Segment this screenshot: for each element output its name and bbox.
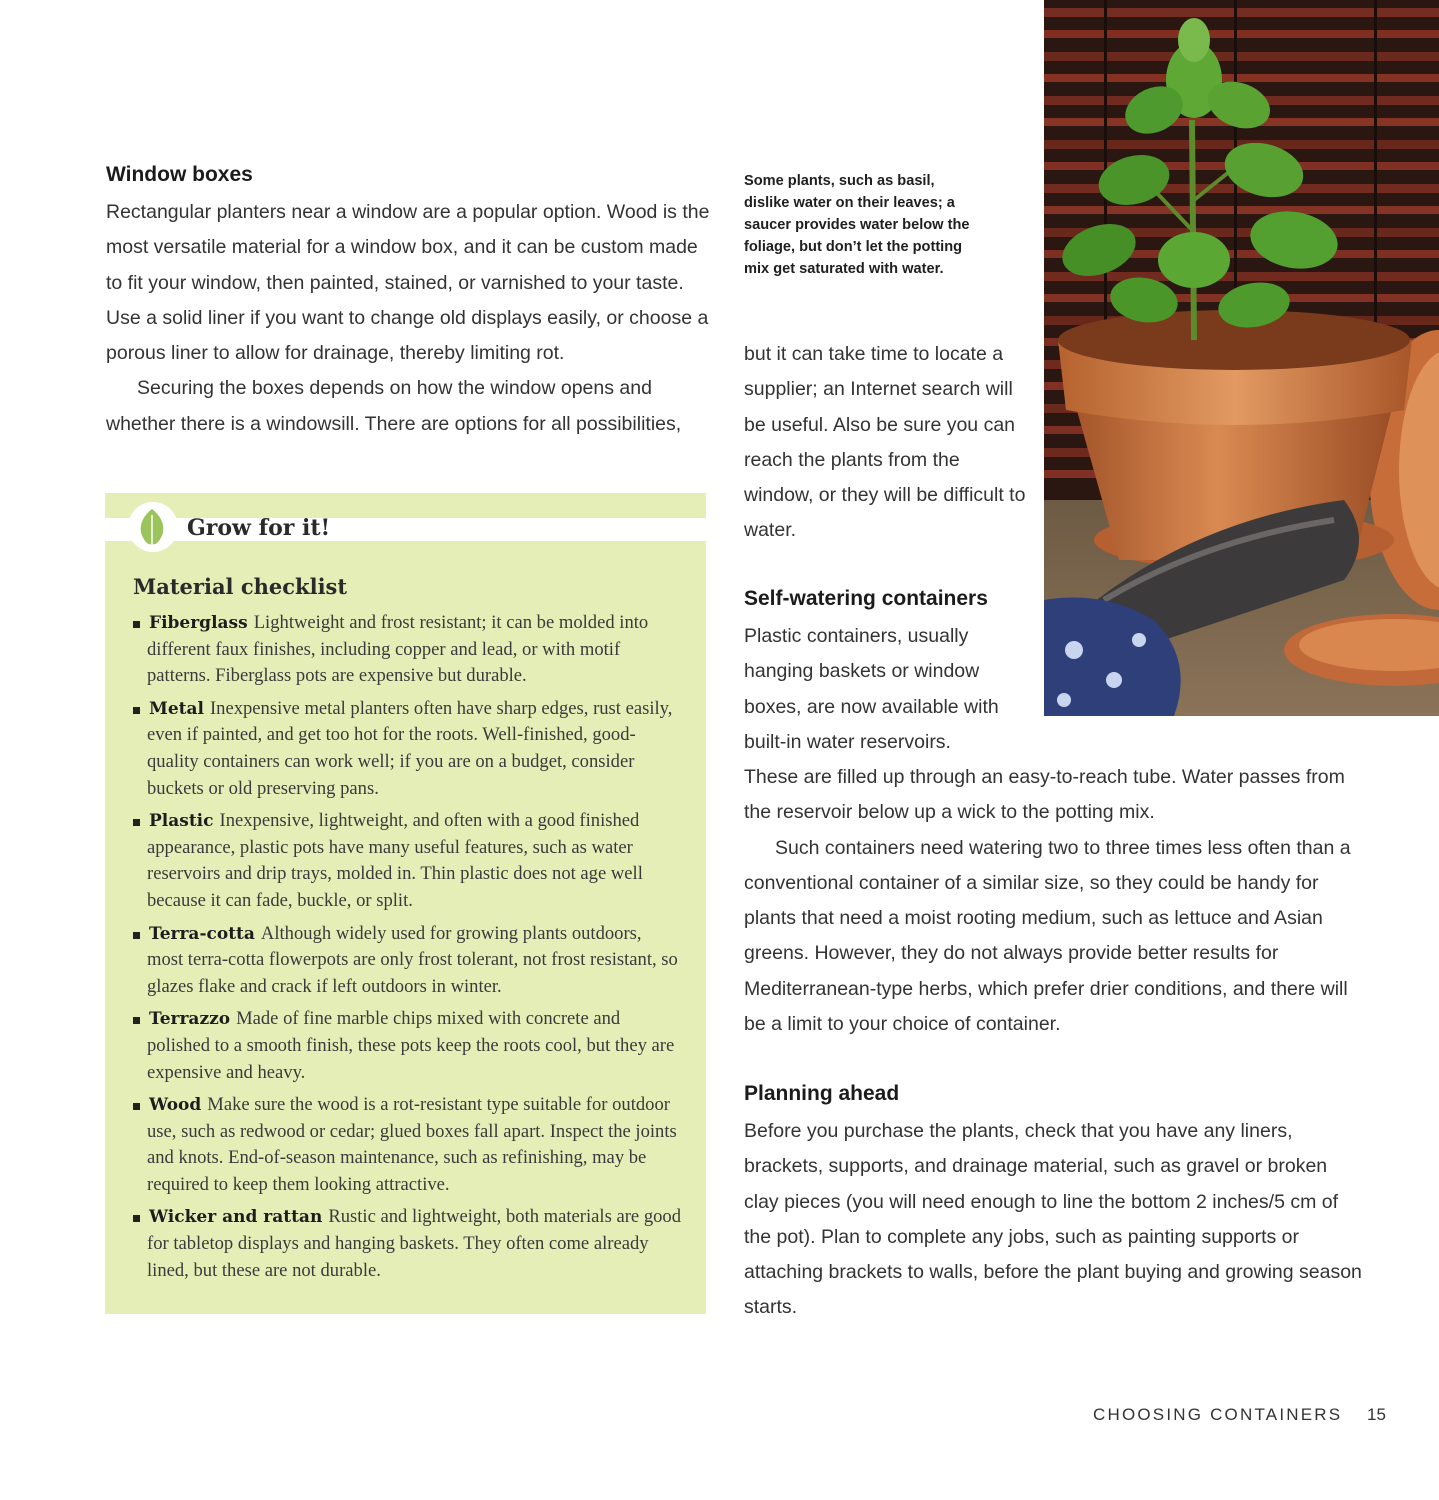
list-item — [133, 1204, 681, 1284]
footer-section-title: CHOOSING CONTAINERS — [1093, 1405, 1343, 1424]
window-boxes-body — [106, 195, 716, 442]
material-term: Metal — [149, 698, 204, 719]
grow-box-title: Grow for it! — [187, 515, 331, 541]
self-watering-paragraph-1: These are filled up through an easy-to-reach tube. Water passes from the reservoir below up a wick to the potting mix. — [744, 766, 1345, 824]
window-boxes-continued — [744, 337, 1034, 549]
window-boxes-heading: Window boxes — [106, 163, 253, 186]
material-description: Although widely used for growing plants outdoors, most terra-cotta flowerpots are only frost tolerant, not frost resistant, so glazes flake and crack if left outdoors in winter. — [147, 922, 678, 997]
list-item — [133, 696, 681, 802]
planning-ahead-text: Before you purchase the plants, check that you have any liners, brackets, supports, and drainage material, such as gravel or broken clay pieces (you will need enough to line the bottom 2 inches/5 cm of the pot). Plan to complete any jobs, such as painting supports or attaching brackets to walls, before the plant buying and growing season starts. — [744, 1120, 1362, 1319]
material-term: Terra-cotta — [149, 923, 255, 944]
list-item — [133, 610, 681, 690]
self-watering-paragraph-2: Such containers need watering two to three times less often than a conventional container of a similar size, so they could be handy for plants that need a moist rooting medium, such as lettuce and Asian greens. However, they do not always provide better results for Mediterranean-type herbs, which prefer drier conditions, and there will be a limit to your choice of container. — [744, 836, 1351, 1036]
material-term: Fiberglass — [149, 613, 248, 633]
list-item — [133, 921, 681, 1001]
window-boxes-continued-text: but it can take time to locate a supplier; an Internet search will be useful. Also be sure you can reach the plants from the window, or they will be difficult to water. — [744, 343, 1026, 542]
basil-pot-illustration — [1044, 0, 1439, 716]
window-boxes-paragraph-2: Securing the boxes depends on how the window opens and whether there is a windowsill. There are options for all possibilities, — [106, 377, 682, 435]
basil-pot-photo — [1044, 0, 1439, 716]
self-watering-heading: Self-watering containers — [744, 587, 988, 610]
page-number: 15 — [1367, 1405, 1386, 1424]
self-watering-wide — [744, 760, 1364, 1042]
material-description: Made of fine marble chips mixed with concrete and polished to a smooth finish, these pots keep the roots cool, but they are expensive and heavy. — [147, 1008, 675, 1083]
planning-ahead-heading: Planning ahead — [744, 1082, 900, 1105]
material-checklist — [133, 610, 681, 1290]
material-term: Terrazzo — [149, 1009, 231, 1030]
list-item — [133, 808, 681, 914]
material-term: Plastic — [149, 811, 214, 832]
material-description: Inexpensive metal planters often have sharp edges, rust easily, even if painted, and get too hot for the roots. Well-finished, good-quality containers can work well; if you are on a budget, consider buckets or old preserving pans. — [147, 697, 673, 799]
photo-caption: Some plants, such as basil, dislike water on their leaves; a saucer provides water below the foliage, but don’t let the potting mix get saturated with water. — [744, 173, 970, 277]
material-description: Rustic and lightweight, both materials are good for tabletop displays and hanging baskets. They often come already lined, but these are not durable. — [147, 1206, 682, 1281]
leaf-icon — [135, 507, 169, 547]
material-description: Lightweight and frost resistant; it can be molded into different faux finishes, including copper and lead, or with motif patterns. Fiberglass pots are expensive but durable. — [147, 612, 649, 687]
material-description: Inexpensive, lightweight, and often with a good finished appearance, plastic pots have many useful features, such as water reservoirs and drip trays, molded in. Thin plastic does not age well because it can fade, buckle, or split. — [147, 810, 643, 911]
self-watering-narrow-text: Plastic containers, usually hanging baskets or window boxes, are now available with built-in water reservoirs. — [744, 625, 999, 753]
window-boxes-paragraph-1: Rectangular planters near a window are a popular option. Wood is the most versatile material for a window box, and it can be custom made to fit your window, then painted, stained, or varnished to your taste. Use a solid liner if you want to change old displays easily, or choose a porous liner to allow for drainage, thereby limiting rot. — [106, 201, 710, 365]
material-checklist-heading: Material checklist — [133, 574, 348, 599]
list-item — [133, 1006, 681, 1086]
self-watering-narrow — [744, 619, 1034, 760]
list-item — [133, 1092, 681, 1198]
material-term: Wicker and rattan — [149, 1207, 323, 1228]
material-term: Wood — [149, 1095, 202, 1116]
material-description: Make sure the wood is a rot-resistant type suitable for outdoor use, such as redwood or cedar; glued boxes fall apart. Inspect the joints and knots. End-of-season maintenance, such as refinishing, may be required to keep them looking attractive. — [147, 1094, 677, 1195]
planning-ahead-body — [744, 1114, 1364, 1326]
grow-for-it-box — [105, 493, 706, 1314]
